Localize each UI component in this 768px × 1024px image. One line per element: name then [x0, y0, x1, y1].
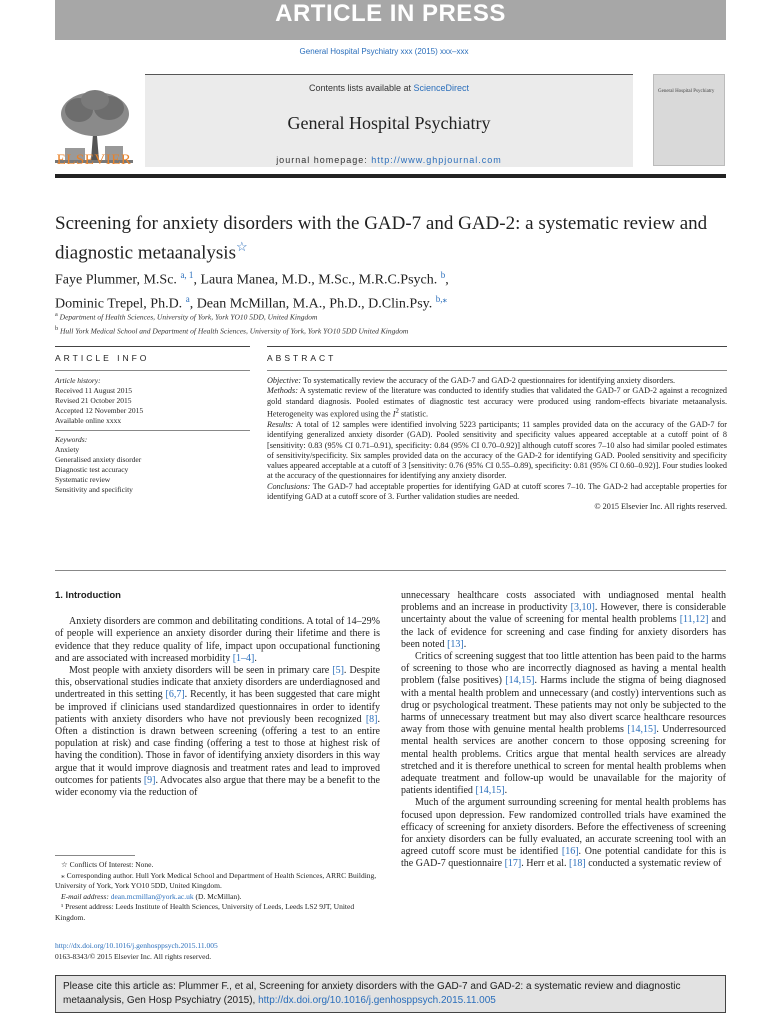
issn-line: 0163-8343/© 2015 Elsevier Inc. All rights reserved. [55, 951, 212, 961]
keyword: Systematic review [55, 475, 111, 484]
citation-link[interactable]: [17] [504, 858, 522, 870]
abstract-subrule [267, 370, 727, 371]
author-affiliation-mark[interactable]: b [440, 270, 446, 280]
body-left-column [55, 590, 380, 799]
article-title: Screening for anxiety disorders with the GAD-7 and GAD-2: a systematic review and diagnostic metaanalysis☆ [55, 213, 708, 264]
doi-block [55, 941, 380, 962]
abstract-body [267, 376, 727, 513]
contents-lists-line: Contents lists available at ScienceDirect [308, 83, 470, 93]
history-item: Available online xxxx [55, 416, 122, 425]
article-info-rule [55, 346, 250, 347]
history-item: Accepted 12 November 2015 [55, 406, 144, 415]
abstract-methods: Methods: A systematic review of the literature was conducted to identify studies that validated the GAD-7 or GAD-2 against a recognized gold standard diagnosis. Pooled estimates of diagnostic test accuracy were produced using random-effects bivariate metaanalysis. Heterogeneity was explored using the $I^2$ statistic. [267, 386, 727, 419]
abstract-results: Results: A total of 12 samples were identified involving 5223 participants; 11 samples provided data on the accuracy of the GAD-7 for identifying generalized anxiety disorder (GAD). Pooled sensitivity and specificity values appeared acceptable at a cutoff point of 8 [sensitivity: 0.83 (95% CI 0.71–0.91), specificity: 0.84 (95% CI 0.70–0.92)] although cutoff scores 7–10 also had similar pooled estimates of sensitivity/specificity. Six samples provided data on the accuracy of the GAD-2 for identifying GAD. Pooled sensitivity and specificity values appeared acceptable at a cutoff of 3 [sensitivity: 0.76 (95% CI 0.55–0.89), specificity: 0.81 (95% CI 0.60–0.92)]. Four studies looked at the accuracy of the questionnaires for identifying any anxiety disorder. [267, 419, 727, 481]
journal-masthead [145, 74, 633, 167]
paragraph: Anxiety disorders are common and debilitating conditions. A total of 14–29% of people will experience an anxiety disorder during their lifetime and there is evidence that they reduce quality of life, impact upon occupational functioning and are associated with increased morbidity [1–4]. [55, 616, 380, 664]
footnote-coi: ☆ Conflicts Of Interest: None. [61, 860, 154, 869]
author-name: Dominic Trepel, Ph.D. [55, 296, 183, 312]
citation-link[interactable]: [14,15] [627, 724, 657, 736]
sciencedirect-link[interactable]: ScienceDirect [413, 83, 470, 93]
citation-link[interactable]: [8] [365, 713, 378, 725]
elsevier-wordmark: ELSEVIER [56, 152, 132, 168]
citation-link[interactable]: [16] [561, 846, 579, 858]
affiliations [55, 309, 715, 336]
footnote-email: E-mail address: dean.mcmillan@york.ac.uk (D. McMillan). [61, 891, 242, 901]
citation-link[interactable]: [5] [332, 665, 344, 677]
author-name: Faye Plummer, M.Sc. [55, 272, 177, 288]
paragraph: Most people with anxiety disorders will be seen in primary care [5]. Despite this, observational studies indicate that anxiety disorders are underdiagnosed and undertreated in this setting [6,7]. Recently, it has been suggested that care might be improved if clinicians used standardized questionnaires in order to identify patients with anxiety disorders who have not previously been recognized [8]. Often a distinction is drawn between screening (offering a test to an entire population at risk) and case finding (offering a test to those at highest risk of having the condition). Those in favor of identifying anxiety disorders in this way argue that it would improve diagnosis and treatment rates and lead to improved outcomes for patients [9]. Advocates also argue that there may be a benefit to the wider economy via the reduction of [55, 665, 380, 799]
paragraph: Critics of screening suggest that too little attention has been paid to the harms of screening to those who are incorrectly diagnosed as having a mental health problem (false positives) [14,15]. Harms include the stigma of being diagnosed with a mental health problem and unnecessary (and costly) interventions such as drug or psychological treatment. These patients may not only be subjected to the harms of unnecessary treatment but may also divert scarce healthcare resources away from those with genuine mental health problems [14,15]. Underresourced mental health services are another concern to those opposing screening for mental health problems. Critics argue that mental health services are already stretched and it is therefore unethical to screen for mental health problems when adequate treatment and follow-up would be unavailable for the majority of patients identified [14,15]. [401, 651, 727, 797]
author-affiliation-mark[interactable]: b,⁎ [435, 293, 447, 304]
journal-cover-thumbnail [653, 74, 725, 166]
citation-link[interactable]: [18] [569, 858, 586, 870]
history-item: Revised 21 October 2015 [55, 396, 132, 405]
citation-link[interactable]: [3,10] [570, 602, 595, 614]
affiliation: $^a$ Department of Health Sciences, University of York, York YO10 5DD, United Kingdom [55, 311, 318, 322]
journal-homepage-link[interactable]: http://www.ghpjournal.com [371, 155, 502, 165]
abstract-objective: Objective: To systematically review the accuracy of the GAD-7 and GAD-2 questionnaires for identifying anxiety disorders. [267, 376, 676, 385]
article-info-heading: ARTICLE INFO [55, 353, 150, 363]
footnote-corresponding: ⁎ Corresponding author. Hull York Medical School and Department of Health Sciences, ARRC Building, University of York, York YO10 5DD, United Kingdom. [55, 870, 377, 890]
article-info [55, 376, 250, 495]
journal-title: General Hospital Psychiatry [287, 113, 491, 133]
author-affiliation-mark[interactable]: a [185, 293, 190, 304]
author-name: Laura Manea, M.D., M.Sc., M.R.C.Psych. [200, 272, 438, 288]
journal-citation-line[interactable]: General Hospital Psychiatry xxx (2015) xxx–xxx [299, 47, 469, 56]
author-affiliation-mark[interactable]: a, 1 [180, 270, 194, 280]
footnote-rule [55, 855, 135, 856]
abstract-copyright: © 2015 Elsevier Inc. All rights reserved. [594, 502, 727, 512]
footnotes [55, 860, 380, 923]
journal-header [55, 72, 726, 178]
keyword: Diagnostic test accuracy [55, 465, 129, 474]
cite-doi-link[interactable]: http://dx.doi.org/10.1016/j.genhosppsych.2015.11.005 [258, 994, 496, 1006]
article-history-label: Article history: [55, 376, 101, 385]
body-right-column [401, 590, 726, 871]
info-divider [55, 430, 250, 431]
history-item: Received 11 August 2015 [55, 386, 133, 395]
paragraph: Much of the argument surrounding screening for mental health problems has focused upon depression. Few randomized controlled trials have examined the efficacy of screening for anxiety disorders. Before the effectiveness of screening for anxiety disorders can be fully evaluated, an accurate screening tool with an agreed cutoff score must be identified [16]. One potential candidate for this is the GAD-7 questionnaire [17]. Herr et al. [18] conducted a systematic review of [401, 797, 726, 870]
affiliation: $^b$ Hull York Medical School and Department of Health Sciences, University of York, York YO10 5DD United Kingdom [55, 324, 409, 335]
abstract-heading: ABSTRACT [267, 353, 337, 363]
abstract-bottom-rule [55, 570, 726, 571]
title-footnote-mark[interactable]: ☆ [235, 239, 248, 254]
citation-link[interactable]: [6,7] [165, 689, 185, 701]
abstract-rule [267, 346, 727, 347]
keyword: Generalised anxiety disorder [55, 455, 142, 464]
cover-title: General Hospital Psychiatry [658, 89, 715, 94]
author-list: Faye Plummer, M.Sc. $^{a, 1}$, Laura Manea, M.D., M.Sc., M.R.C.Psych. $^b$, Dominic Trepel, Ph.D. $^a$, Dean McMillan, M.A., Ph.D., D.Clin.Psy. $^{b,⁎}$ [55, 270, 449, 312]
email-link[interactable]: dean.mcmillan@york.ac.uk [110, 891, 194, 901]
paragraph: unnecessary healthcare costs associated with undiagnosed mental health problems and an increase in productivity [3,10]. However, there is considerable uncertainty about the value of screening for mental health problems [11,12] and the lack of evidence for screening and case finding for anxiety disorders has been noted [13]. [401, 590, 726, 650]
citation-link[interactable]: [9] [143, 774, 156, 786]
article-in-press-banner: ARTICLE IN PRESS [55, 0, 726, 40]
footnote-present-address: ¹ Present address: Leeds Institute of Health Sciences, University of Leeds, Leeds LS2 9JT, United Kingdom. [55, 902, 355, 922]
author-name: Dean McMillan, M.A., Ph.D., D.Clin.Psy. [196, 296, 433, 312]
header-rule [55, 174, 726, 178]
citation-link[interactable]: [14,15] [505, 675, 535, 687]
citation-link[interactable]: [13] [447, 638, 464, 650]
cite-this-article-box: Please cite this article as: Plummer F., et al, Screening for anxiety disorders with the GAD-7 and GAD-2: a systematic review and diagnostic metaanalysis, Gen Hosp Psychiatry (2015), http://dx.doi.org/10.1016/j.genhosppsych.2015.11.005 [55, 975, 726, 1013]
keywords-label: Keywords: [55, 435, 88, 444]
citation-link[interactable]: [11,12] [679, 614, 709, 626]
citation-link[interactable]: [1–4] [232, 652, 255, 664]
keyword: Anxiety [55, 445, 80, 454]
citation-link[interactable]: [14,15] [475, 785, 505, 797]
article-info-subrule [55, 370, 250, 371]
abstract-conclusions: Conclusions: The GAD-7 had acceptable properties for identifying GAD at cutoff scores 7–10. The GAD-2 had acceptable properties for identifying GAD at a cutoff score of 3. Further validation studies are needed. [267, 481, 727, 501]
doi-link[interactable]: http://dx.doi.org/10.1016/j.genhosppsych.2015.11.005 [55, 941, 218, 950]
journal-homepage-line: journal homepage: http://www.ghpjournal.com [276, 155, 502, 165]
section-heading: 1. Introduction [55, 590, 121, 601]
keyword: Sensitivity and specificity [55, 485, 133, 494]
